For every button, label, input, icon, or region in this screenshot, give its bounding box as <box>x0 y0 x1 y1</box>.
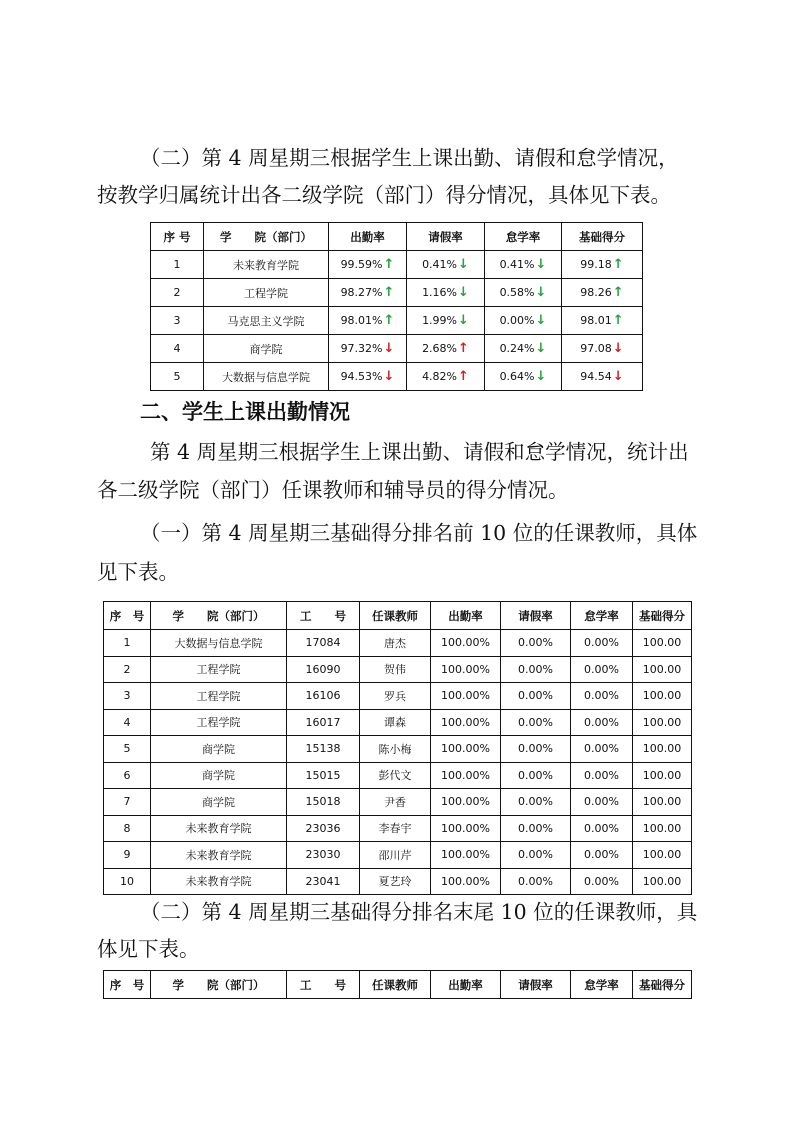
arrow-down-icon: ↓ <box>535 257 547 272</box>
teacher-name-cell: 贺伟 <box>360 656 431 683</box>
staff-id-cell: 23041 <box>287 868 360 895</box>
college-cell: 工程学院 <box>151 656 287 683</box>
header-cell: 怠学率 <box>485 223 562 251</box>
absent-value: 0.64% <box>499 370 535 383</box>
teacher-name-cell: 李春宇 <box>360 815 431 842</box>
absent-cell <box>485 251 562 279</box>
table-row <box>151 251 643 279</box>
table-row <box>151 335 643 363</box>
attend-value: 98.27% <box>340 286 383 299</box>
header-cell: 基础得分 <box>633 971 692 999</box>
staff-id-cell: 15015 <box>287 762 360 789</box>
staff-id-cell: 17084 <box>287 630 360 657</box>
arrow-up-icon: ↑ <box>383 257 395 272</box>
leave-rate-cell: 0.00% <box>501 842 571 869</box>
absence-rate-cell: 0.00% <box>571 868 633 895</box>
absence-rate-cell: 0.00% <box>571 815 633 842</box>
row-number-cell: 7 <box>104 789 151 816</box>
arrow-up-icon: ↑ <box>383 313 395 328</box>
attend-value: 97.32% <box>340 342 383 355</box>
arrow-down-icon: ↓ <box>612 341 624 356</box>
header-cell: 任课教师 <box>360 602 431 630</box>
arrow-up-icon: ↑ <box>612 285 624 300</box>
attendance-rate-cell: 100.00% <box>431 842 501 869</box>
paragraph-line: 各二级学院（部门）任课教师和辅导员的得分情况。 <box>97 478 569 502</box>
table-row <box>104 656 692 683</box>
table-row <box>104 842 692 869</box>
score-cell <box>562 251 643 279</box>
leave-value: 0.41% <box>422 258 458 271</box>
absence-rate-cell: 0.00% <box>571 630 633 657</box>
leave-cell <box>407 307 485 335</box>
leave-rate-cell: 0.00% <box>501 736 571 763</box>
attendance-rate-cell: 100.00% <box>431 656 501 683</box>
leave-value: 1.16% <box>422 286 458 299</box>
score-cell <box>562 279 643 307</box>
base-score-cell: 100.00 <box>633 709 692 736</box>
college-cell: 大数据与信息学院 <box>204 363 329 391</box>
college-cell: 大数据与信息学院 <box>151 630 287 657</box>
leave-rate-cell: 0.00% <box>501 789 571 816</box>
arrow-down-icon: ↓ <box>535 313 547 328</box>
row-number-cell: 4 <box>151 335 204 363</box>
header-cell: 怠学率 <box>571 602 633 630</box>
teacher-name-cell: 夏艺玲 <box>360 868 431 895</box>
college-cell: 未来教育学院 <box>204 251 329 279</box>
row-number-cell: 1 <box>104 630 151 657</box>
header-cell: 出勤率 <box>431 971 501 999</box>
header-cell: 怠学率 <box>571 971 633 999</box>
paragraph-line: （二）第 4 周星期三基础得分排名末尾 10 位的任课教师，具 <box>140 900 698 924</box>
absence-rate-cell: 0.00% <box>571 789 633 816</box>
row-number-cell: 2 <box>151 279 204 307</box>
header-cell: 请假率 <box>407 223 485 251</box>
attendance-rate-cell: 100.00% <box>431 815 501 842</box>
header-cell: 工 号 <box>287 602 360 630</box>
college-cell: 商学院 <box>151 736 287 763</box>
arrow-up-icon: ↑ <box>612 257 624 272</box>
attend-cell <box>329 279 407 307</box>
absence-rate-cell: 0.00% <box>571 842 633 869</box>
table-row <box>104 709 692 736</box>
paragraph-line: （一）第 4 周星期三基础得分排名前 10 位的任课教师，具体 <box>140 521 698 545</box>
attend-value: 99.59% <box>340 258 383 271</box>
leave-cell <box>407 279 485 307</box>
absence-rate-cell: 0.00% <box>571 683 633 710</box>
arrow-up-icon: ↑ <box>458 341 469 356</box>
header-cell: 序 号 <box>104 971 151 999</box>
college-score-table <box>150 222 643 391</box>
paragraph-line: 按教学归属统计出各二级学院（部门）得分情况，具体见下表。 <box>97 183 671 207</box>
base-score-cell: 100.00 <box>633 815 692 842</box>
score-cell <box>562 307 643 335</box>
base-score-cell: 100.00 <box>633 683 692 710</box>
base-score-cell: 100.00 <box>633 656 692 683</box>
leave-rate-cell: 0.00% <box>501 630 571 657</box>
base-score-cell: 100.00 <box>633 736 692 763</box>
teacher-name-cell: 彭代文 <box>360 762 431 789</box>
paragraph-line: 第 4 周星期三根据学生上课出勤、请假和怠学情况，统计出 <box>150 440 689 464</box>
absent-cell <box>485 279 562 307</box>
teacher-name-cell: 邵川芹 <box>360 842 431 869</box>
absent-value: 0.58% <box>499 286 535 299</box>
row-number-cell: 5 <box>151 363 204 391</box>
leave-rate-cell: 0.00% <box>501 815 571 842</box>
table-row <box>151 363 643 391</box>
staff-id-cell: 23030 <box>287 842 360 869</box>
leave-rate-cell: 0.00% <box>501 683 571 710</box>
header-cell: 基础得分 <box>562 223 643 251</box>
absence-rate-cell: 0.00% <box>571 709 633 736</box>
base-score-cell: 100.00 <box>633 762 692 789</box>
header-cell: 学 院（部门） <box>151 602 287 630</box>
arrow-down-icon: ↓ <box>612 369 624 384</box>
attend-value: 98.01% <box>340 314 383 327</box>
arrow-up-icon: ↑ <box>458 369 469 384</box>
leave-cell <box>407 363 485 391</box>
college-cell: 工程学院 <box>151 709 287 736</box>
leave-rate-cell: 0.00% <box>501 762 571 789</box>
teacher-name-cell: 陈小梅 <box>360 736 431 763</box>
absence-rate-cell: 0.00% <box>571 762 633 789</box>
absent-value: 0.24% <box>499 342 535 355</box>
attendance-rate-cell: 100.00% <box>431 789 501 816</box>
score-value: 99.18 <box>580 258 612 271</box>
attendance-rate-cell: 100.00% <box>431 709 501 736</box>
staff-id-cell: 15018 <box>287 789 360 816</box>
college-cell: 马克思主义学院 <box>204 307 329 335</box>
header-cell: 出勤率 <box>329 223 407 251</box>
arrow-down-icon: ↓ <box>458 285 469 300</box>
leave-rate-cell: 0.00% <box>501 709 571 736</box>
attend-cell <box>329 307 407 335</box>
score-value: 98.01 <box>580 314 612 327</box>
row-number-cell: 5 <box>104 736 151 763</box>
table-row <box>104 630 692 657</box>
table-row <box>104 815 692 842</box>
arrow-down-icon: ↓ <box>458 257 469 272</box>
top-teachers-table <box>103 601 692 895</box>
teacher-name-cell: 谭森 <box>360 709 431 736</box>
attendance-rate-cell: 100.00% <box>431 630 501 657</box>
row-number-cell: 9 <box>104 842 151 869</box>
table-header-row <box>104 971 692 999</box>
absent-value: 0.00% <box>499 314 535 327</box>
header-cell: 学 院（部门） <box>204 223 329 251</box>
staff-id-cell: 23036 <box>287 815 360 842</box>
teacher-name-cell: 尹香 <box>360 789 431 816</box>
college-cell: 未来教育学院 <box>151 868 287 895</box>
college-cell: 未来教育学院 <box>151 815 287 842</box>
arrow-down-icon: ↓ <box>535 285 547 300</box>
staff-id-cell: 16090 <box>287 656 360 683</box>
college-cell: 工程学院 <box>151 683 287 710</box>
attend-cell <box>329 251 407 279</box>
absent-cell <box>485 335 562 363</box>
college-cell: 商学院 <box>151 789 287 816</box>
staff-id-cell: 15138 <box>287 736 360 763</box>
leave-rate-cell: 0.00% <box>501 868 571 895</box>
arrow-down-icon: ↓ <box>458 313 469 328</box>
paragraph-line: 体见下表。 <box>97 937 200 961</box>
paragraph-line: （二）第 4 周星期三根据学生上课出勤、请假和怠学情况， <box>140 146 679 170</box>
staff-id-cell: 16017 <box>287 709 360 736</box>
row-number-cell: 6 <box>104 762 151 789</box>
absent-cell <box>485 363 562 391</box>
header-cell: 基础得分 <box>633 602 692 630</box>
row-number-cell: 10 <box>104 868 151 895</box>
absent-cell <box>485 307 562 335</box>
college-cell: 商学院 <box>204 335 329 363</box>
attend-cell <box>329 363 407 391</box>
leave-value: 1.99% <box>422 314 458 327</box>
section-heading: 二、学生上课出勤情况 <box>140 400 350 424</box>
header-cell: 序 号 <box>151 223 204 251</box>
table-row <box>104 762 692 789</box>
arrow-down-icon: ↓ <box>535 341 547 356</box>
score-cell <box>562 335 643 363</box>
base-score-cell: 100.00 <box>633 842 692 869</box>
attendance-rate-cell: 100.00% <box>431 868 501 895</box>
arrow-down-icon: ↓ <box>383 341 395 356</box>
teacher-name-cell: 唐杰 <box>360 630 431 657</box>
absent-value: 0.41% <box>499 258 535 271</box>
arrow-up-icon: ↑ <box>612 313 624 328</box>
attend-value: 94.53% <box>340 370 383 383</box>
table-row <box>104 868 692 895</box>
absence-rate-cell: 0.00% <box>571 656 633 683</box>
absence-rate-cell: 0.00% <box>571 736 633 763</box>
table-row <box>104 736 692 763</box>
score-value: 98.26 <box>580 286 612 299</box>
base-score-cell: 100.00 <box>633 868 692 895</box>
score-cell <box>562 363 643 391</box>
leave-cell <box>407 251 485 279</box>
attendance-rate-cell: 100.00% <box>431 736 501 763</box>
bottom-teachers-table <box>103 970 692 999</box>
leave-value: 2.68% <box>422 342 458 355</box>
staff-id-cell: 16106 <box>287 683 360 710</box>
leave-value: 4.82% <box>422 370 458 383</box>
college-cell: 商学院 <box>151 762 287 789</box>
row-number-cell: 1 <box>151 251 204 279</box>
base-score-cell: 100.00 <box>633 630 692 657</box>
table-row <box>151 307 643 335</box>
teacher-name-cell: 罗兵 <box>360 683 431 710</box>
score-value: 94.54 <box>580 370 612 383</box>
table-row <box>151 279 643 307</box>
header-cell: 请假率 <box>501 971 571 999</box>
row-number-cell: 8 <box>104 815 151 842</box>
paragraph-line: 见下表。 <box>97 560 179 584</box>
header-cell: 学 院（部门） <box>151 971 287 999</box>
header-cell: 出勤率 <box>431 602 501 630</box>
table-row <box>104 789 692 816</box>
arrow-up-icon: ↑ <box>383 285 395 300</box>
leave-rate-cell: 0.00% <box>501 656 571 683</box>
leave-cell <box>407 335 485 363</box>
arrow-down-icon: ↓ <box>535 369 547 384</box>
header-cell: 请假率 <box>501 602 571 630</box>
header-cell: 序 号 <box>104 602 151 630</box>
attendance-rate-cell: 100.00% <box>431 683 501 710</box>
college-cell: 未来教育学院 <box>151 842 287 869</box>
table-row <box>104 683 692 710</box>
college-cell: 工程学院 <box>204 279 329 307</box>
row-number-cell: 4 <box>104 709 151 736</box>
arrow-down-icon: ↓ <box>383 369 395 384</box>
row-number-cell: 3 <box>104 683 151 710</box>
attendance-rate-cell: 100.00% <box>431 762 501 789</box>
row-number-cell: 3 <box>151 307 204 335</box>
attend-cell <box>329 335 407 363</box>
table-header-row <box>151 223 643 251</box>
header-cell: 任课教师 <box>360 971 431 999</box>
row-number-cell: 2 <box>104 656 151 683</box>
table-header-row <box>104 602 692 630</box>
header-cell: 工 号 <box>287 971 360 999</box>
base-score-cell: 100.00 <box>633 789 692 816</box>
score-value: 97.08 <box>580 342 612 355</box>
